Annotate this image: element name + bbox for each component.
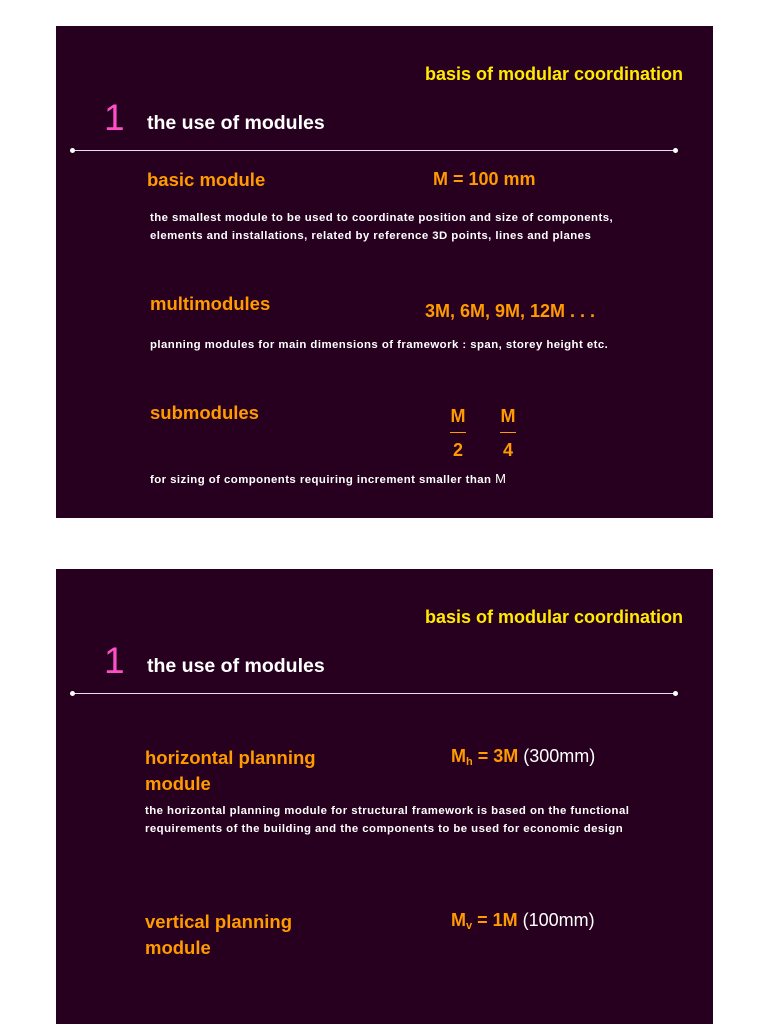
- submodules-description-text: for sizing of components requiring increment smaller than: [150, 474, 492, 486]
- formula-paren: (100mm): [517, 910, 595, 930]
- multimodules-description: planning modules for main dimensions of framework : span, storey height etc.: [150, 339, 609, 351]
- formula-symbol: M: [451, 746, 466, 766]
- fraction-denominator: 4: [502, 440, 513, 460]
- divider-dot-left: [70, 691, 75, 696]
- vertical-planning-term: [145, 909, 292, 961]
- vertical-planning-term-line1: vertical planning: [145, 911, 293, 932]
- fraction-numerator: M: [450, 406, 466, 426]
- basic-module-term: basic module: [147, 169, 266, 190]
- divider-dot-right: [673, 691, 678, 696]
- divider-line: [72, 693, 676, 694]
- slide-header: basis of modular coordination: [424, 607, 683, 627]
- vertical-planning-term-line2: module: [145, 937, 211, 958]
- submodules-description-symbol: M: [495, 471, 507, 486]
- slide-header: basis of modular coordination: [424, 64, 683, 84]
- multimodules-formula: 3M, 6M, 9M, 12M . . .: [425, 301, 596, 321]
- section-number: 1: [104, 640, 125, 681]
- divider-line: [72, 150, 676, 151]
- multimodules-term: multimodules: [150, 293, 271, 314]
- formula-subscript: v: [466, 920, 473, 932]
- section-title: the use of modules: [147, 112, 325, 134]
- formula-symbol: M: [451, 910, 466, 930]
- formula-paren: (300mm): [518, 746, 596, 766]
- horizontal-planning-description: the horizontal planning module for structural framework is based on the functional requirements of the building and the components to be used for economic design: [145, 805, 630, 835]
- horizontal-planning-formula: [451, 746, 595, 768]
- fraction-denominator: 2: [452, 440, 463, 460]
- basic-module-formula: M = 100 mm: [433, 169, 536, 189]
- horizontal-planning-term-line1: horizontal planning: [145, 747, 316, 768]
- fraction-numerator: M: [500, 406, 516, 426]
- submodules-term: submodules: [150, 402, 259, 423]
- formula-value: = 1M: [472, 910, 518, 930]
- horizontal-planning-term-line2: module: [145, 773, 211, 794]
- vertical-planning-formula: [451, 910, 595, 932]
- section-number: 1: [104, 97, 125, 138]
- formula-value: = 3M: [472, 746, 519, 766]
- slide-2: [56, 569, 713, 1024]
- divider-dot-left: [70, 148, 75, 153]
- formula-subscript: h: [466, 756, 473, 768]
- slide-1: [56, 26, 713, 518]
- basic-module-description: the smallest module to be used to coordinate position and size of components, elements and installations, related by reference 3D points, lines and planes: [150, 212, 614, 242]
- fraction-bar: [500, 432, 516, 433]
- horizontal-planning-term: [145, 745, 316, 797]
- divider-dot-right: [673, 148, 678, 153]
- submodules-description: [150, 470, 506, 490]
- section-title: the use of modules: [147, 655, 325, 677]
- fraction-bar: [450, 432, 466, 433]
